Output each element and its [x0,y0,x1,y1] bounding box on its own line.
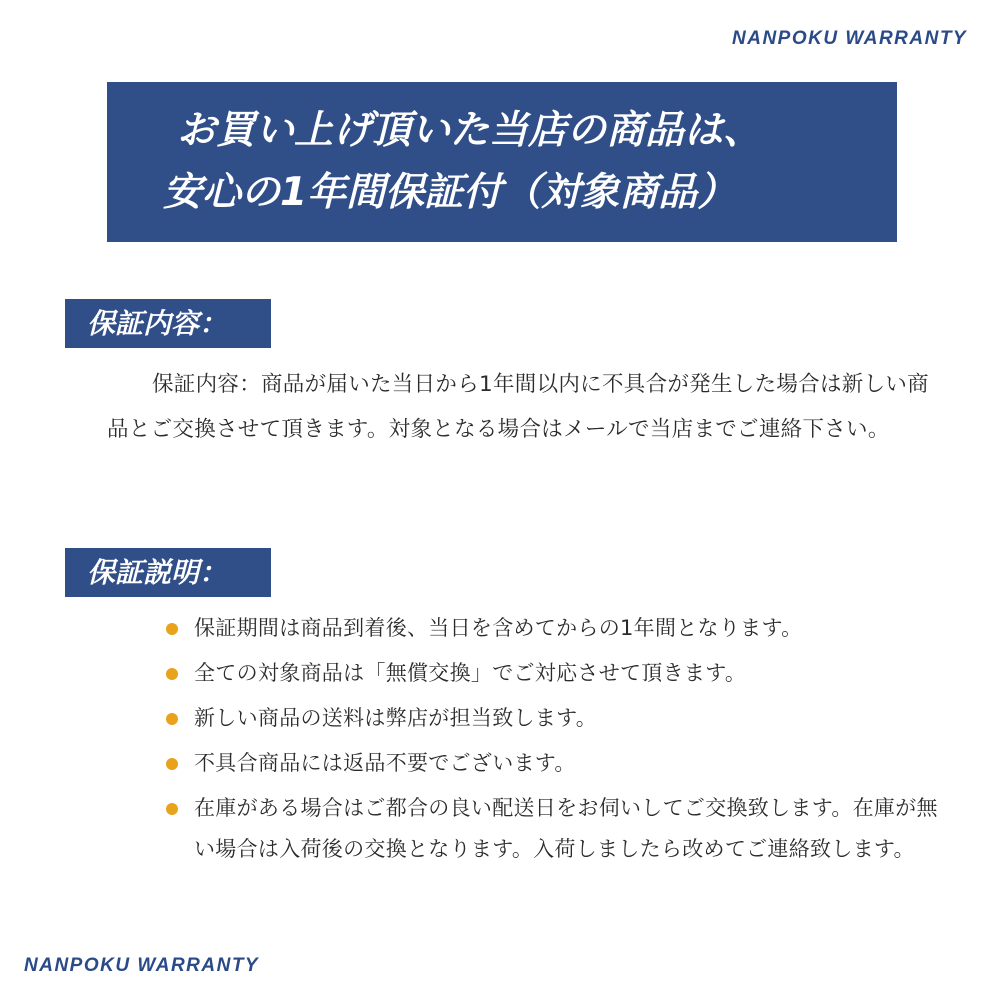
warranty-explanation-list [166,608,946,874]
bullet-dot-icon [166,623,178,635]
list-item-text: 不具合商品には返品不要でございます。 [194,751,576,775]
bullet-dot-icon [166,758,178,770]
brand-footer: NANPOKU WARRANTY [24,955,260,976]
bullet-dot-icon [166,803,178,815]
list-item [166,698,946,739]
banner-line-2: 安心の1年間保証付（対象商品） [163,170,737,215]
warranty-content-paragraph: 保証内容：商品が届いた当日から1年間以内に不具合が発生した場合は新しい商品とご交換させて頂きます。対象となる場合はメールで当店までご連絡下さい。 [107,372,929,442]
list-item-text: 新しい商品の送料は弊店が担当致します。 [194,706,598,730]
section-tag-warranty-content: 保証内容： [65,299,271,348]
warranty-banner [107,82,897,242]
list-item [166,788,946,870]
section-tag-warranty-explanation: 保証説明： [65,548,271,597]
bullet-dot-icon [166,668,178,680]
list-item [166,743,946,784]
bullet-dot-icon [166,713,178,725]
list-item-text: 在庫がある場合はご都合の良い配送日をお伺いしてご交換致します。在庫が無い場合は入荷後の交換となります。入荷しましたら改めてご連絡致します。 [194,796,938,861]
list-item-text: 保証期間は商品到着後、当日を含めてからの1年間となります。 [194,616,803,640]
banner-line-1: お買い上げ頂いた当店の商品は、 [177,108,763,153]
list-item-text: 全ての対象商品は「無償交換」でご対応させて頂きます。 [194,661,747,685]
list-item [166,653,946,694]
brand-header: NANPOKU WARRANTY [732,28,968,49]
list-item [166,608,946,649]
